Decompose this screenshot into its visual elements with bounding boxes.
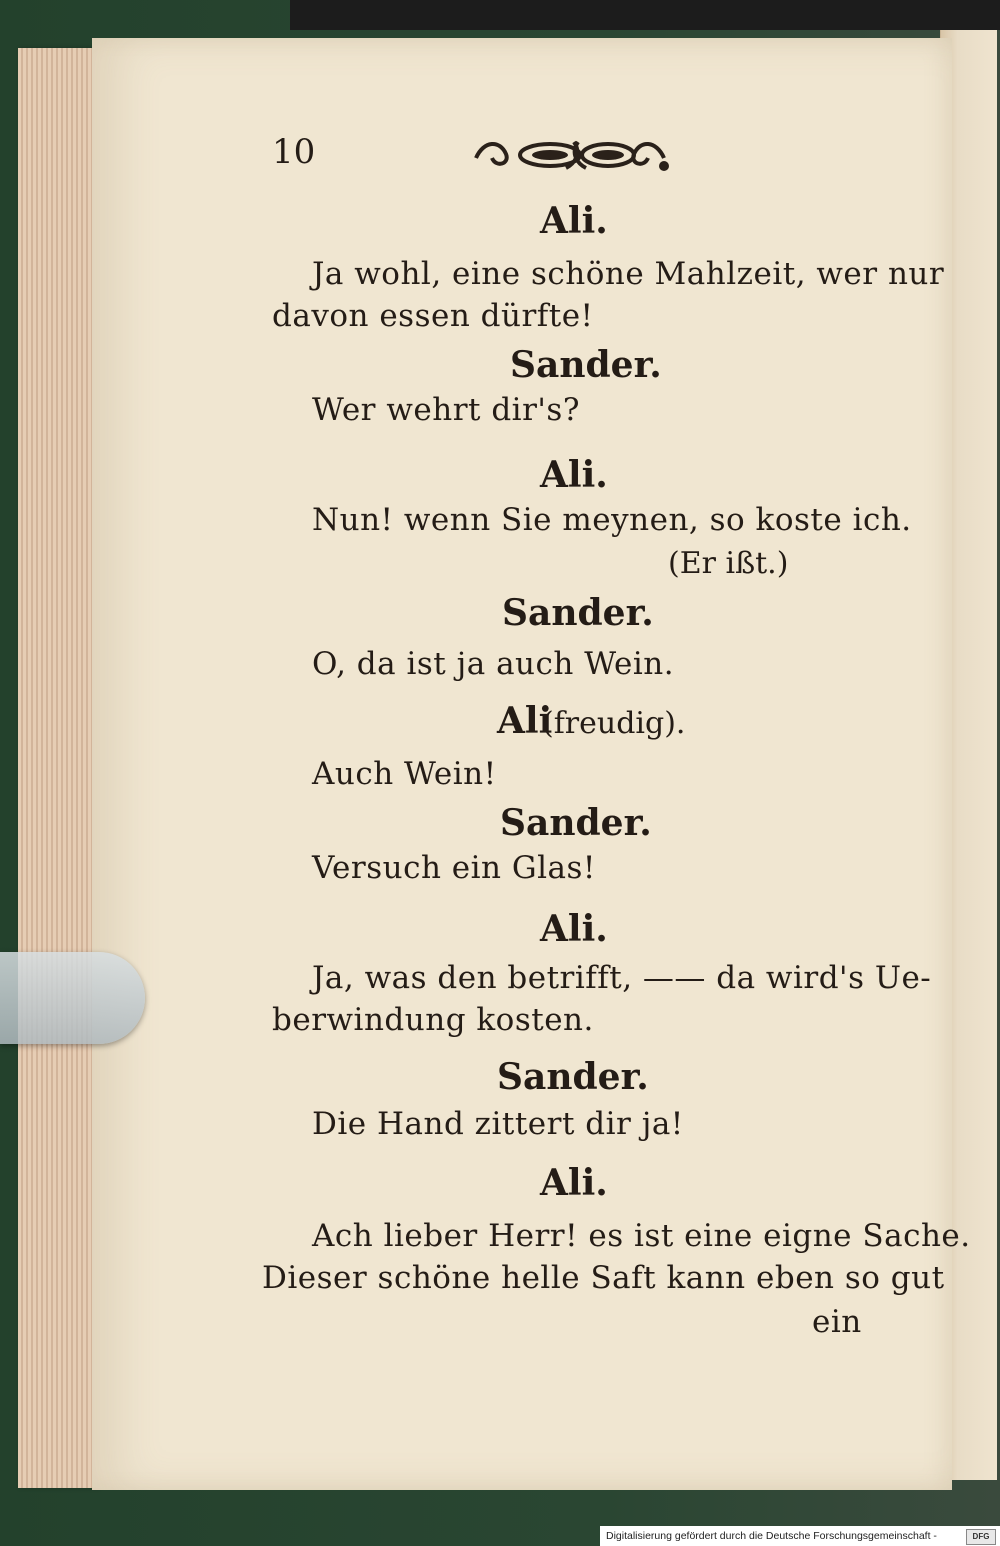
footer-credit: Digitalisierung gefördert durch die Deutsche Forschungsgemeinschaft -: [606, 1530, 937, 1542]
stage-direction: (Er ißt.): [668, 546, 789, 581]
dialogue-line: Dieser schöne helle Saft kann eben so gut: [262, 1260, 945, 1296]
page-holder-clip: [0, 952, 145, 1044]
book-page-edges: [18, 48, 98, 1488]
dialogue-line: Ja, was den betrifft, —— da wird's Ue-: [312, 960, 932, 996]
speaker-name: Ali.: [540, 908, 608, 950]
dialogue-line: Wer wehrt dir's?: [312, 392, 580, 428]
speaker-name: Sander.: [510, 344, 662, 386]
dfg-logo-icon: DFG: [966, 1529, 996, 1545]
dialogue-line: Nun! wenn Sie meynen, so koste ich.: [312, 502, 912, 538]
stage-direction: (freudig).: [542, 706, 686, 741]
dialogue-line: Ja wohl, eine schöne Mahlzeit, wer nur: [312, 256, 945, 292]
decorative-ornament-icon: [470, 130, 670, 180]
dialogue-line: davon essen dürfte!: [272, 298, 594, 334]
dialogue-line: Die Hand zittert dir ja!: [312, 1106, 684, 1142]
speaker-name: Ali: [497, 700, 553, 742]
dialogue-line: berwindung kosten.: [272, 1002, 594, 1038]
speaker-name: Ali.: [540, 454, 608, 496]
dialogue-line: Auch Wein!: [312, 756, 497, 792]
speaker-name: Sander.: [500, 802, 652, 844]
dialogue-line: Ach lieber Herr! es ist eine eigne Sache.: [312, 1218, 971, 1254]
scan-background-top: [290, 0, 1000, 30]
dialogue-line: Versuch ein Glas!: [312, 850, 596, 886]
speaker-name: Ali.: [540, 1162, 608, 1204]
speaker-name: Ali.: [540, 200, 608, 242]
page-number: 10: [272, 132, 316, 172]
dialogue-line: O, da ist ja auch Wein.: [312, 646, 675, 682]
speaker-name: Sander.: [502, 592, 654, 634]
speaker-name: Sander.: [497, 1056, 649, 1098]
catchword: ein: [812, 1304, 862, 1340]
